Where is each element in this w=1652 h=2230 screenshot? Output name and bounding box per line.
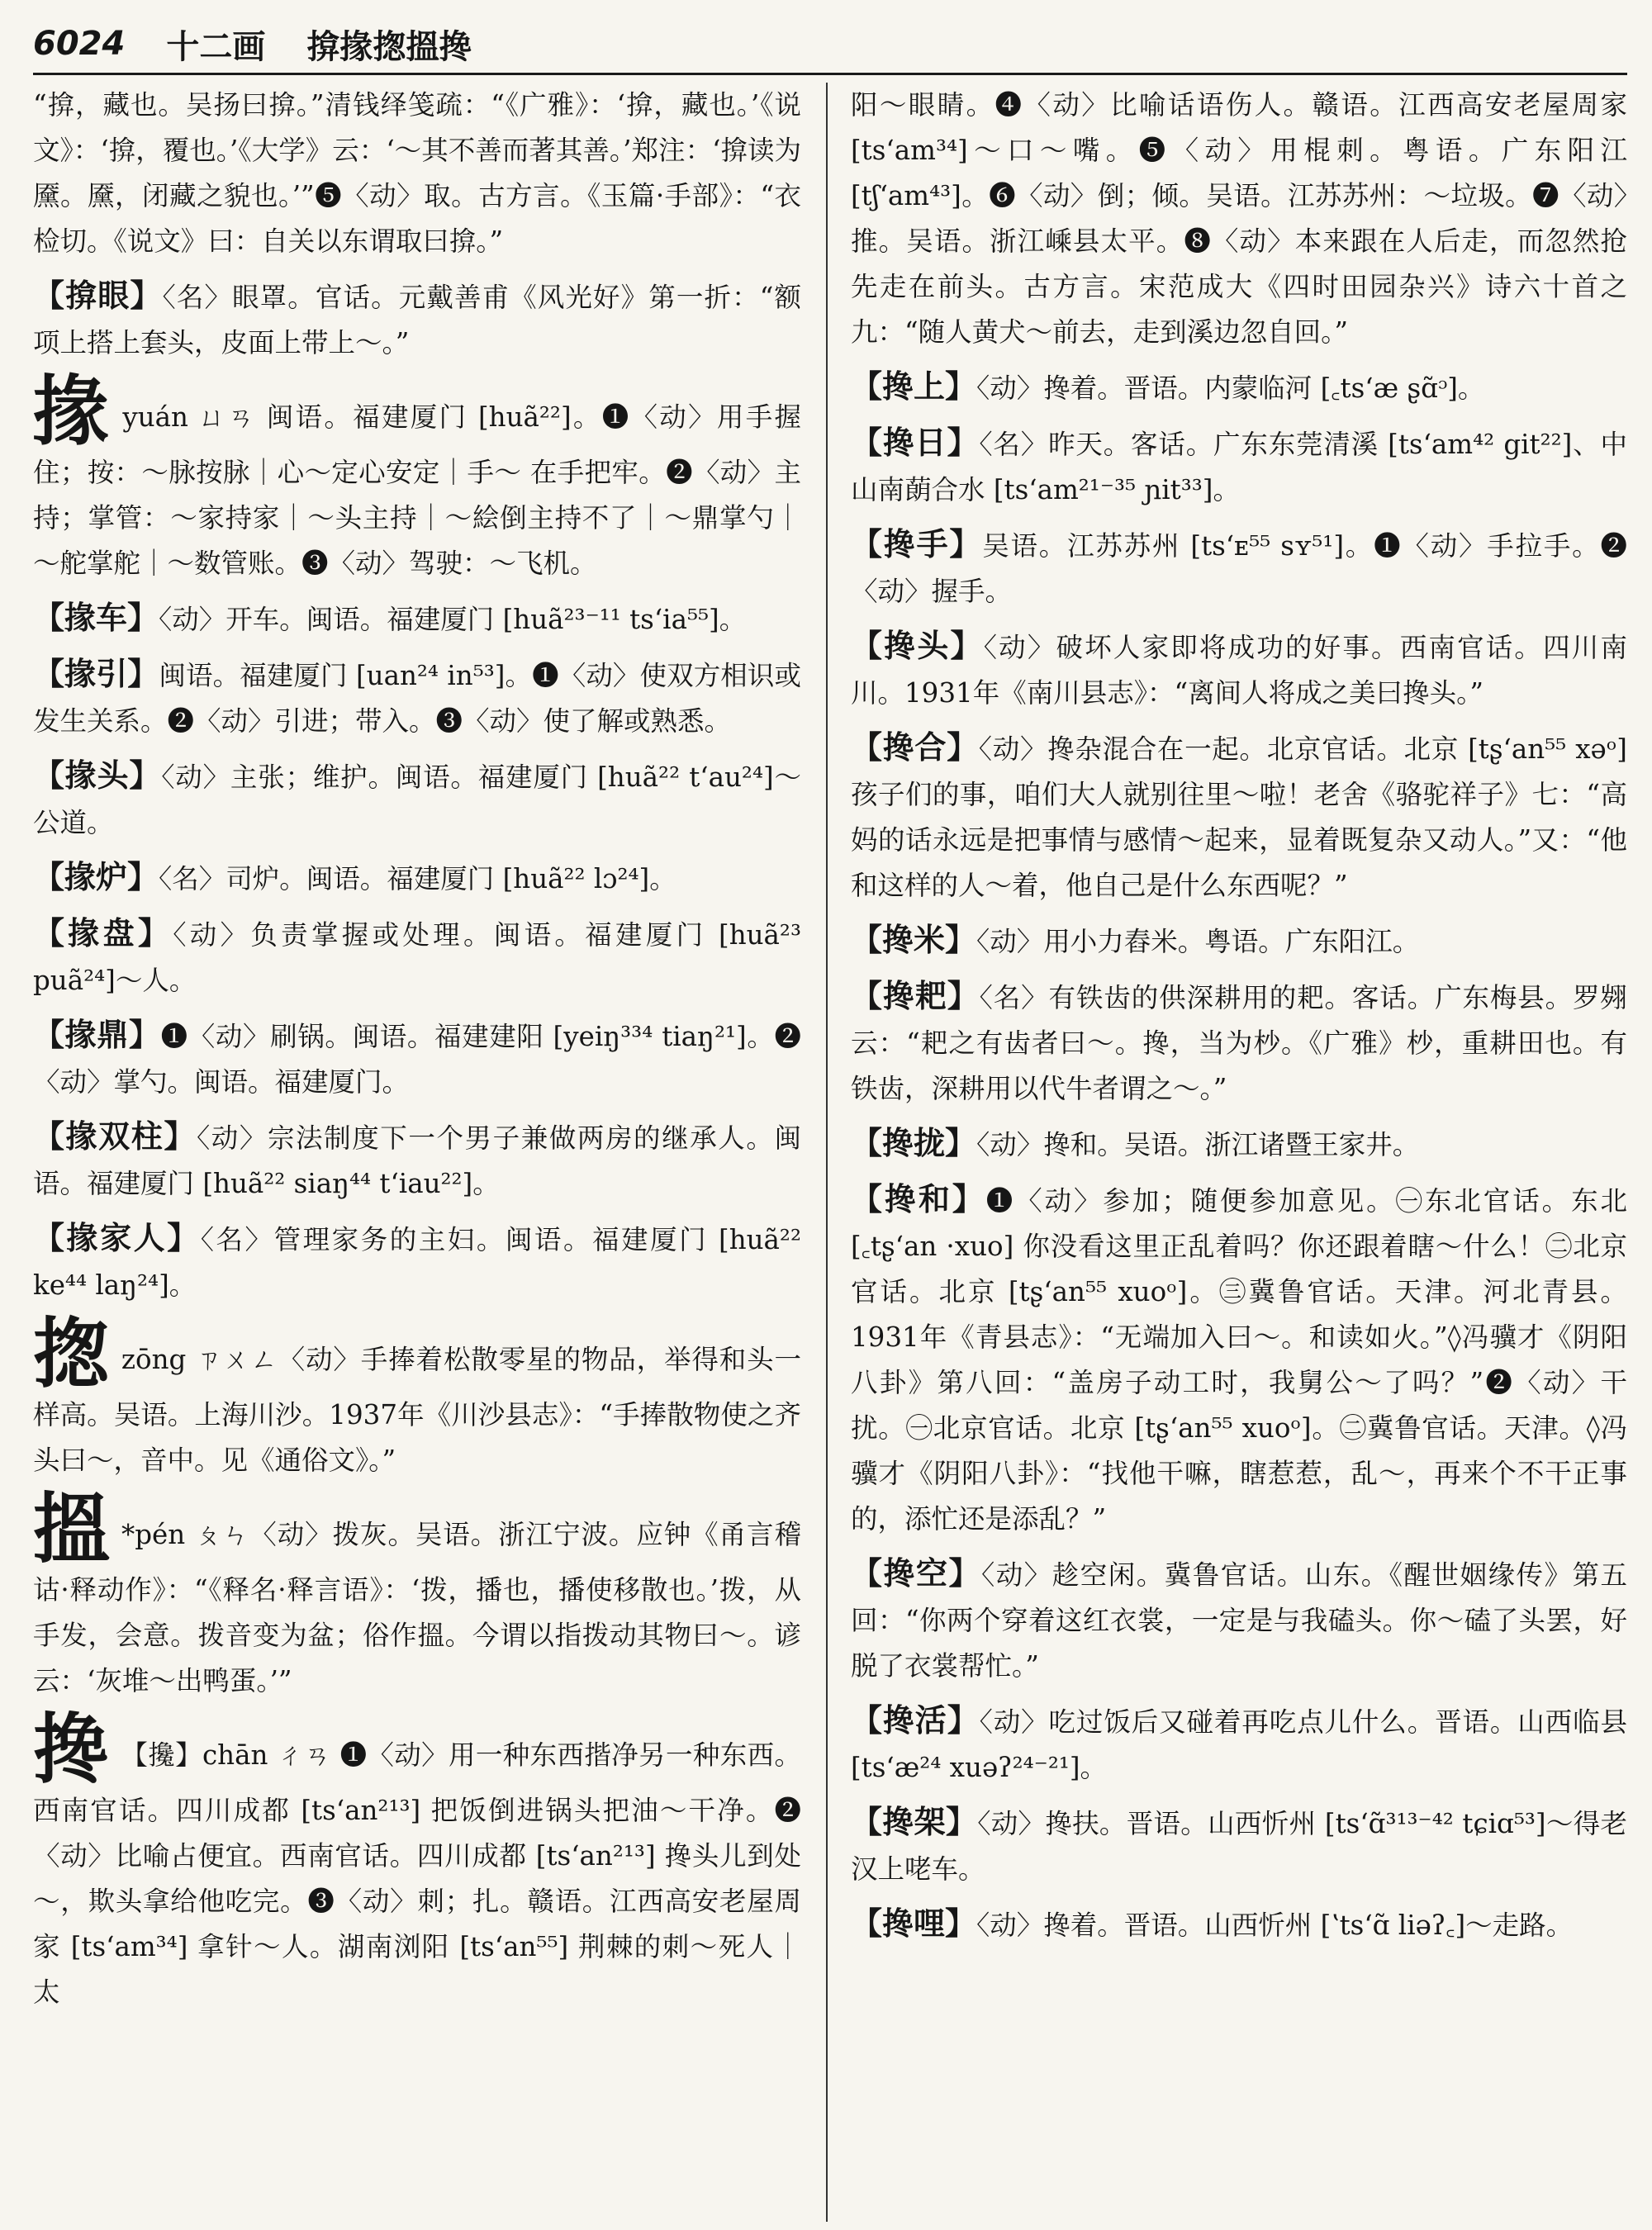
definition: zōng ㄗㄨㄥ〈动〉手捧着松散零星的物品，举得和头一样高。吴语。上海川沙。1937年《川沙县志》：“手捧散物使之齐头曰～，音中。见《通俗文》。” — [33, 1344, 801, 1476]
word-entry — [851, 1799, 1627, 1892]
headword: 【搀头】 — [851, 627, 984, 664]
word-entry — [851, 623, 1627, 716]
word-entry — [33, 1113, 801, 1207]
word-entry — [851, 1900, 1627, 1948]
word-entry — [851, 724, 1627, 909]
headword: 【搀手】 — [851, 525, 983, 562]
definition: 〈动〉趁空闲。冀鲁官话。山东。《醒世姻缘传》第五回：“你两个穿着这红衣裳，一定是与我磕头。你～磕了头罢，好脱了衣裳帮忙。” — [851, 1559, 1627, 1682]
word-entry — [33, 1215, 801, 1308]
word-entry-text — [33, 854, 801, 902]
word-entry-text — [33, 273, 801, 366]
word-entry — [851, 1550, 1627, 1689]
word-entry — [851, 420, 1627, 513]
headword: 【搀耙】 — [851, 977, 980, 1014]
word-entry-text — [33, 595, 801, 643]
word-entry — [33, 595, 801, 643]
character-entry — [33, 368, 801, 586]
definition: 〈动〉破坏人家即将成功的好事。西南官话。四川南川。1931年《南川县志》：“离间人将成之美曰搀头。” — [851, 632, 1627, 709]
headword: 【掾炉】 — [33, 858, 159, 895]
headword: 【掾鼎】 — [33, 1016, 161, 1053]
headword: 【掾头】 — [33, 757, 162, 794]
character-entry — [33, 1706, 801, 2015]
page-number: 6024 — [33, 25, 126, 63]
definition: ❶〈动〉刷锅。闽语。福建建阳 [yeiŋ³³⁴ tiaŋ²¹]。❷〈动〉掌勺。闽语。福建厦门。 — [33, 1021, 801, 1098]
character-entry — [33, 1310, 801, 1483]
word-entry — [851, 1176, 1627, 1542]
word-entry-text — [851, 521, 1627, 614]
character-entry-text — [33, 1706, 801, 2015]
definition: 〈动〉开车。闽语。福建厦门 [huã²³⁻¹¹ tsʻia⁵⁵]。 — [159, 604, 747, 635]
word-entry — [33, 1012, 801, 1105]
word-entry-text — [33, 752, 801, 846]
word-entry-text — [33, 910, 801, 1004]
word-entry-text — [851, 1697, 1627, 1791]
page-header — [33, 15, 1627, 73]
word-entry — [33, 854, 801, 902]
word-entry — [851, 917, 1627, 965]
header-rule — [33, 73, 1627, 75]
head-character: 掾 — [33, 368, 112, 456]
right-column — [851, 83, 1627, 2213]
character-entry-text — [33, 1310, 801, 1483]
definition: 〈名〉昨天。客话。广东东莞清溪 [tsʻam⁴² git²²]、中山南蓢合水 [tsʻam²¹⁻³⁵ ɲit³³]。 — [851, 429, 1627, 505]
word-entry — [33, 752, 801, 846]
character-entry-text — [33, 368, 801, 586]
definition: 〈动〉吃过饭后又碰着再吃点儿什么。晋语。山西临县 [tsʻæ²⁴ xuəʔ²⁴⁻²¹]。 — [851, 1706, 1627, 1783]
headword: 【掾引】 — [33, 655, 159, 692]
headword: 【搀日】 — [851, 424, 980, 461]
headword: 【搀活】 — [851, 1701, 980, 1739]
word-entry-text — [851, 1176, 1627, 1542]
definition: *pén ㄆㄣ〈动〉拨灰。吴语。浙江宁波。应钟《甬言稽诂·释动作》：“《释名·释言语》：‘拨，播也，播使移散也。’拨，从手发，会意。拨音变为盆；俗作搵。今谓以指拨动其物曰～。谚云：‘灰堆～出鸭蛋。’” — [33, 1519, 801, 1696]
definition: 〈动〉搀和。吴语。浙江诸暨王家井。 — [976, 1129, 1420, 1160]
definition: 〈动〉搀扶。晋语。山西忻州 [tsʻɑ̃³¹³⁻⁴² tɕiɑ⁵³]～得老汉上咾车。 — [851, 1808, 1627, 1885]
word-entry-text — [851, 363, 1627, 411]
headword: 【搀架】 — [851, 1803, 978, 1840]
word-entry — [851, 1697, 1627, 1791]
headword: 【揜眼】 — [33, 277, 163, 314]
header-chars: 揜掾揔搵搀 — [306, 26, 472, 66]
section-label: 十二画 — [166, 26, 266, 66]
definition: 〈名〉管理家务的主妇。闽语。福建厦门 [huã²² ke⁴⁴ laŋ²⁴]。 — [33, 1224, 801, 1301]
definition: yuán ㄩㄢ 闽语。福建厦门 [huã²²]。❶〈动〉用手握住；按：～脉按脉｜心～定心安定｜手～ 在手把牢。❷〈动〉主持；掌管：～家持家｜～头主持｜～絵倒主持不了｜～鼎掌勺｜～舵掌舵｜～数管账。❸〈动〉驾驶：～飞机。 — [33, 401, 801, 579]
word-entry-text — [851, 724, 1627, 909]
definition: 〈动〉负责掌握或处理。闽语。福建厦门 [huã²³ puã²⁴]～人。 — [33, 919, 801, 996]
headword: 【搀空】 — [851, 1554, 981, 1592]
headword: 【掾车】 — [33, 599, 159, 636]
word-entry — [851, 363, 1627, 411]
definition: 〈动〉用小力舂米。粤语。广东阳江。 — [976, 926, 1420, 957]
definition: 〈名〉司炉。闽语。福建厦门 [huã²² lɔ²⁴]。 — [159, 863, 676, 894]
word-entry-text — [851, 1550, 1627, 1689]
word-entry-text — [33, 651, 801, 744]
head-character: 搵 — [33, 1485, 110, 1573]
definition: 【攙】chān ㄔㄢ ❶〈动〉用一种东西揩净另一种东西。西南官话。四川成都 [tsʻan²¹³] 把饭倒进锅头把油～干净。❷〈动〉比喻占便宜。西南官话。四川成都 [tsʻan²¹³] 搀头儿到处～，欺头拿给他吃完。❸〈动〉刺；扎。赣语。江西高安老屋周家 [tsʻam³⁴] 拿针～人。湖南浏阳 [tsʻan⁵⁵] 荆棘的刺～死人｜太 — [33, 1739, 801, 2008]
word-entry-text — [851, 917, 1627, 965]
headword: 【掾盘】 — [33, 914, 173, 951]
word-entry-text — [33, 1012, 801, 1105]
head-character: 搀 — [33, 1706, 110, 1794]
word-entry-text — [33, 1113, 801, 1207]
headword: 【搀拢】 — [851, 1124, 977, 1161]
character-entry-text — [33, 1485, 801, 1704]
word-entry-text — [851, 1120, 1627, 1168]
word-entry-text — [851, 420, 1627, 513]
left-column — [33, 83, 801, 2213]
definition: 〈名〉有铁齿的供深耕用的耙。客话。广东梅县。罗翙云：“耙之有齿者曰～。搀，当为杪。《广雅》杪，重耕田也。有铁齿，深耕用以代牛者谓之～。” — [851, 982, 1627, 1104]
headword: 【搀合】 — [851, 728, 979, 766]
continuation-text: 阳～眼睛。❹〈动〉比喻话语伤人。赣语。江西高安老屋周家 [tsʻam³⁴]～口～嘴。❺〈动〉用棍刺。粤语。广东阳江 [tʃʻam⁴³]。❻〈动〉倒；倾。吴语。江苏苏州：～垃圾。❼〈动〉推。吴语。浙江嵊县太平。❽〈动〉本来跟在人后走，而忽然抢先走在前头。古方言。宋范成大《四时田园杂兴》诗六十首之九：“随人黄犬～前去，走到溪边忽自回。” — [851, 89, 1627, 348]
definition: 〈动〉搀着。晋语。山西忻州 [ʽtsʻɑ̃ liəʔ꜀]～走路。 — [976, 1910, 1574, 1941]
word-entry-text — [851, 1799, 1627, 1892]
word-entry — [851, 521, 1627, 614]
continuation-text: “揜，藏也。吴扬曰揜。”清钱绎笺疏：“《广雅》：‘揜，藏也。’《说文》：‘揜，覆也。’《大学》云：‘～其不善而著其善。’郑注：‘揜读为黡。黡，闭藏之貌也。’”❺〈动〉取。古方言。《玉篇·手部》：“衣检切。《说文》曰：自关以东谓取曰揜。” — [33, 89, 801, 257]
definition: 〈动〉主张；维护。闽语。福建厦门 [huã²² tʻau²⁴]～公道。 — [33, 762, 801, 838]
headword: 【搀和】 — [851, 1180, 986, 1217]
word-entry — [851, 1120, 1627, 1168]
word-entry — [851, 973, 1627, 1112]
word-entry-text — [851, 623, 1627, 716]
column-divider — [826, 83, 828, 2222]
definition: 〈动〉宗法制度下一个男子兼做两房的继承人。闽语。福建厦门 [huã²² siaŋ⁴⁴ tʻiau²²]。 — [33, 1122, 801, 1199]
definition: 吴语。江苏苏州 [tsʻᴇ⁵⁵ sʏ⁵¹]。❶〈动〉手拉手。❷〈动〉握手。 — [851, 530, 1627, 607]
word-entry-text — [851, 1900, 1627, 1948]
word-entry-text — [33, 1215, 801, 1308]
headword: 【掾双柱】 — [33, 1117, 197, 1155]
definition: 〈名〉眼罩。官话。元戴善甫《风光好》第一折：“额项上搭上套头，皮面上带上～。” — [33, 282, 801, 358]
word-entry — [33, 910, 801, 1004]
headword: 【搀上】 — [851, 368, 977, 405]
definition: 闽语。福建厦门 [uan²⁴ in⁵³]。❶〈动〉使双方相识或发生关系。❷〈动〉引进；带入。❸〈动〉使了解或熟悉。 — [33, 660, 801, 737]
character-entry — [33, 1485, 801, 1704]
definition: 〈动〉搀着。晋语。内蒙临河 [꜀tsʻæ ʂɑ̃ᵓ]。 — [976, 372, 1485, 404]
definition: ❶〈动〉参加；随便参加意见。㊀东北官话。东北 [꜀tʂʻan ·xuo] 你没看这里正乱着吗？你还跟着瞎～什么！㊁北京官话。北京 [tʂʻan⁵⁵ xuoᵒ]。㊂冀鲁官话。天津。河北青县。1931年《青县志》：“无端加入曰～。和读如火。”◊冯骥才《阴阳八卦》第八回：“盖房子动工时，我舅公～了吗？”❷〈动〉干扰。㊀北京官话。北京 [tʂʻan⁵⁵ xuoᵒ]。㊁冀鲁官话。天津。◊冯骥才《阴阳八卦》：“找他干嘛，瞎惹惹，乱～，再来个不干正事的，添忙还是添乱？” — [851, 1185, 1627, 1535]
word-entry-text — [851, 973, 1627, 1112]
headword: 【搀哩】 — [851, 1905, 977, 1942]
headword: 【搀米】 — [851, 921, 977, 958]
word-entry — [33, 651, 801, 744]
headword: 【掾家人】 — [33, 1219, 201, 1256]
head-character: 揔 — [33, 1310, 110, 1398]
definition: 〈动〉搀杂混合在一起。北京官话。北京 [tʂʻan⁵⁵ xəᵒ] 孩子们的事，咱们大人就别往里～啦！老舍《骆驼祥子》七：“高妈的话永远是把事情与感情～起来，显着既复杂又动人。”又：“他和这样的人～着，他自己是什么东西呢？” — [851, 733, 1627, 901]
word-entry — [33, 273, 801, 366]
